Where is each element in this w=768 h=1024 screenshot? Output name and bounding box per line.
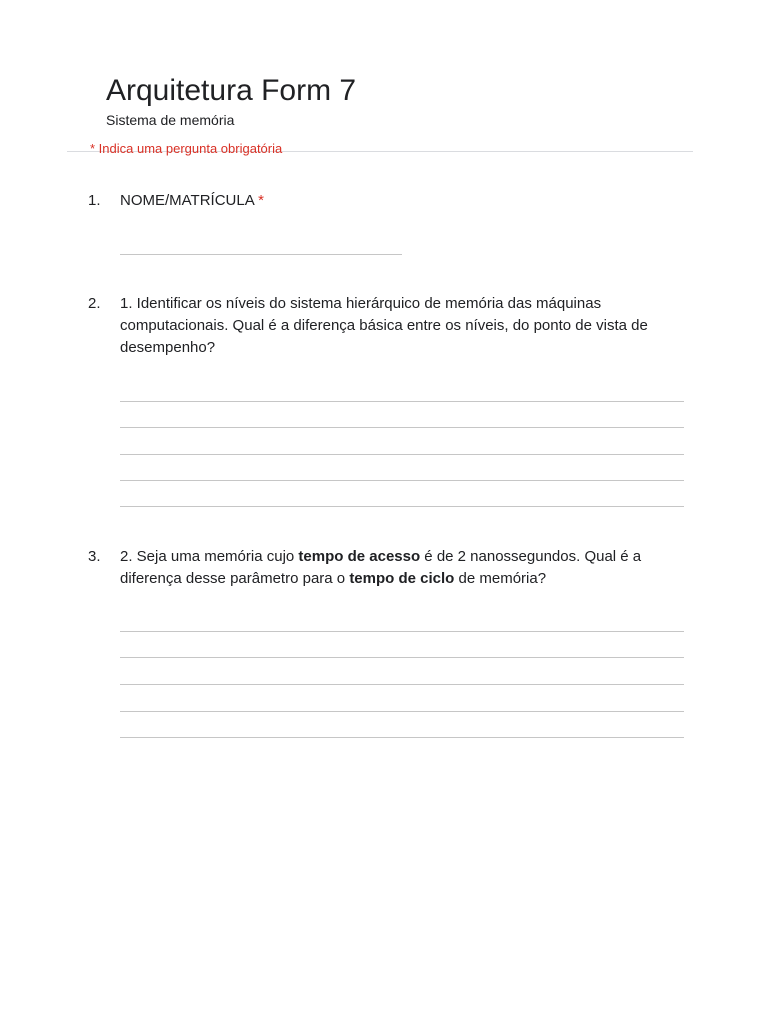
- form-description: Sistema de memória: [106, 112, 235, 128]
- answer-line[interactable]: [120, 254, 402, 255]
- question-text: NOME/MATRÍCULA: [120, 192, 254, 209]
- answer-line[interactable]: [120, 506, 684, 507]
- question-number: 3.: [88, 548, 101, 565]
- answer-line[interactable]: [120, 401, 684, 402]
- emphasis-cycle-time: tempo de ciclo: [349, 570, 455, 587]
- answer-line[interactable]: [120, 427, 684, 428]
- answer-line[interactable]: [120, 711, 684, 712]
- emphasis-access-time: tempo de acesso: [298, 548, 421, 565]
- question-text: [120, 546, 680, 590]
- question-text-part: é de 2 nanossegundos. Qual é a diferença desse parâmetro para o: [120, 548, 642, 587]
- answer-line[interactable]: [120, 480, 684, 481]
- question-text: 1. Identificar os níveis do sistema hierárquico de memória das máquinas computacionais. Qual é a diferença básica entre os níveis, do ponto de vista de desempenho?: [120, 295, 648, 356]
- form-title: Arquitetura Form 7: [106, 74, 357, 107]
- required-asterisk: *: [258, 192, 264, 209]
- answer-line[interactable]: [120, 684, 684, 685]
- question-number: 2.: [88, 295, 101, 312]
- answer-line[interactable]: [120, 657, 684, 658]
- answer-line[interactable]: [120, 631, 684, 632]
- question-label-name: [120, 190, 680, 212]
- answer-line[interactable]: [120, 454, 684, 455]
- answer-line[interactable]: [120, 737, 684, 738]
- required-note: * Indica uma pergunta obrigatória: [90, 141, 283, 156]
- question-number: 1.: [88, 192, 101, 209]
- question-text-part: de memória?: [454, 570, 547, 587]
- question-text-part: 2. Seja uma memória cujo: [120, 548, 299, 565]
